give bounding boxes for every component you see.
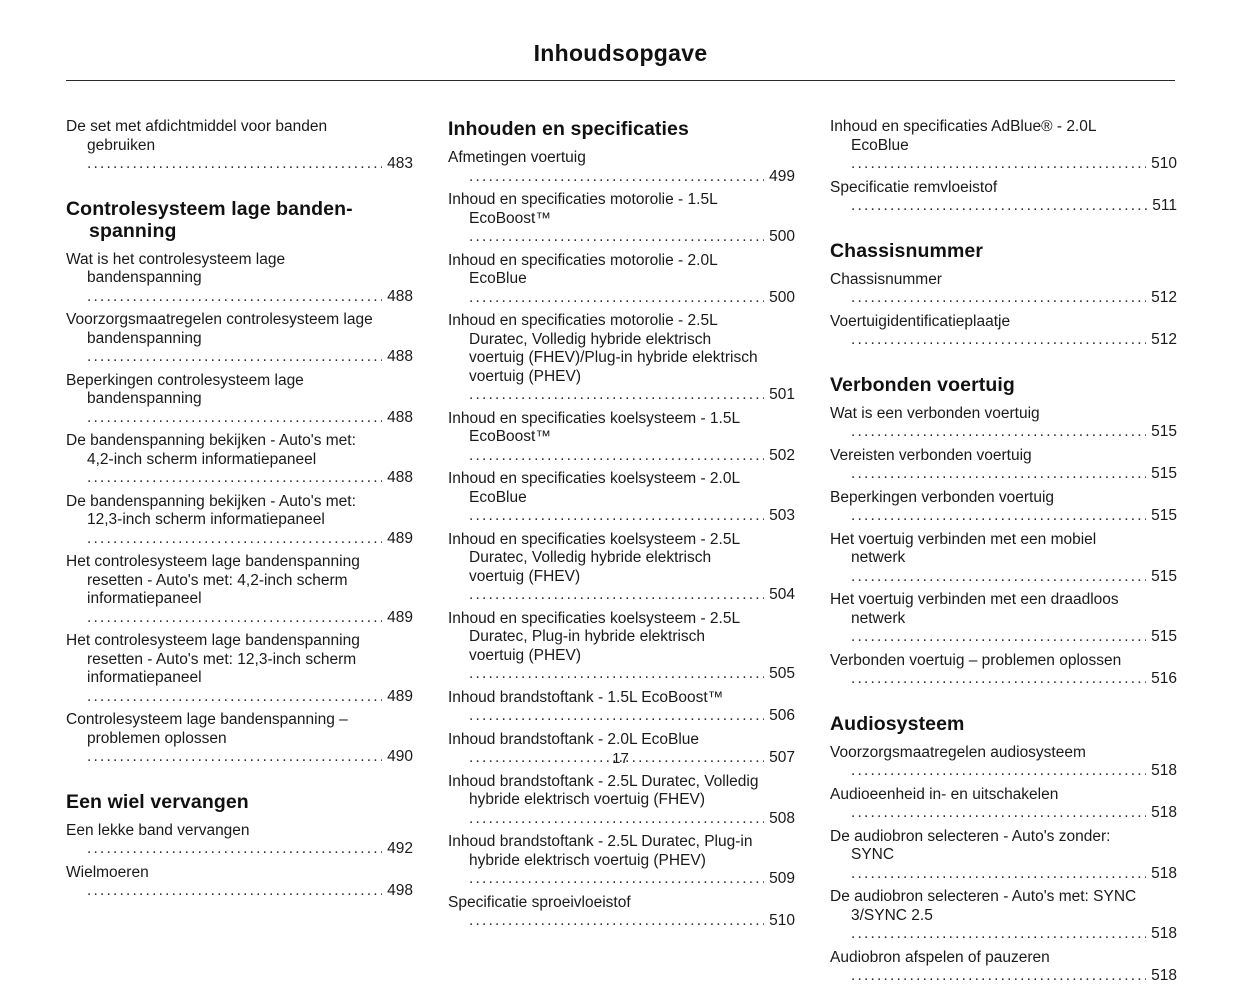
- toc-entry-title: Inhoud en specificaties koelsysteem - 2.0L EcoBlue: [448, 470, 740, 506]
- dot-leader: [469, 586, 795, 603]
- toc-entry: [830, 949, 1177, 986]
- dot-leader: [851, 925, 1177, 942]
- toc-entry-page: 515: [1146, 507, 1177, 526]
- toc-entry-page: 506: [764, 707, 795, 726]
- toc-entry-title: Inhoud brandstoftank - 2.5L Duratec, Plug-in hybride elektrisch voertuig (PHEV): [448, 833, 753, 869]
- toc-entry-page: 512: [1146, 331, 1177, 350]
- dot-leader: [851, 155, 1177, 172]
- toc-entry: [830, 786, 1177, 823]
- toc-entry-page: 515: [1146, 465, 1177, 484]
- toc-entry-title: Inhoud en specificaties motorolie - 2.0L EcoBlue: [448, 251, 718, 287]
- toc-entry-title: Wat is een verbonden voertuig: [830, 404, 1040, 422]
- toc-entry: [830, 179, 1177, 216]
- toc-entry-page: 500: [764, 289, 795, 308]
- toc-entry-page: 515: [1146, 628, 1177, 647]
- toc-entry: [66, 118, 413, 174]
- toc-entry-page: 518: [1146, 967, 1177, 986]
- toc-section: [830, 240, 1177, 350]
- toc-entry: [448, 894, 795, 931]
- toc-section: [830, 118, 1177, 216]
- toc-entry-title: De audiobron selecteren - Auto's met: SYNC 3/SYNC 2.5: [830, 888, 1137, 924]
- dot-leader: [469, 870, 795, 887]
- toc-entry-page: 488: [382, 469, 413, 488]
- toc-column-left: [66, 118, 413, 906]
- dot-leader: [87, 530, 413, 547]
- toc-entry-title: Afmetingen voertuig: [448, 149, 586, 166]
- dot-leader: [469, 912, 795, 929]
- toc-entry-title: Specificatie sproeivloeistof: [448, 893, 631, 911]
- toc-entry-title: Voertuigidentificatieplaatje: [830, 312, 1011, 330]
- toc-column-right: [830, 118, 1177, 991]
- section-heading: Inhouden en specificaties: [448, 118, 689, 140]
- toc-entry-title: De bandenspanning bekijken - Auto's met: 4,2-inch scherm informatiepaneel: [66, 432, 356, 468]
- toc-entry-title: Inhoud brandstoftank - 1.5L EcoBoost™: [448, 688, 724, 706]
- toc-entry-page: 510: [1146, 155, 1177, 174]
- toc-entry-title: Beperkingen controlesysteem lage bandenspanning: [66, 371, 304, 407]
- toc-entry-page: 488: [382, 288, 413, 307]
- dot-leader: [851, 568, 1177, 585]
- toc-entry-page: 504: [764, 586, 795, 605]
- toc-section: [66, 791, 413, 901]
- dot-leader: [469, 707, 795, 724]
- dot-leader: [469, 447, 795, 464]
- dot-leader: [87, 469, 413, 486]
- toc-entry-page: 501: [764, 386, 795, 405]
- toc-entry-title: Inhoud en specificaties koelsysteem - 2.5L Duratec, Volledig hybride elektrisch voertuig (FHEV): [448, 530, 740, 585]
- toc-entry-title: Wielmoeren: [66, 863, 149, 881]
- toc-entry-page: 499: [764, 168, 795, 187]
- toc-entry-title: Beperkingen verbonden voertuig: [830, 488, 1055, 506]
- dot-leader: [851, 331, 1177, 348]
- toc-entry-page: 490: [382, 748, 413, 767]
- dot-leader: [851, 804, 1177, 821]
- toc-entry-title: Het voertuig verbinden met een draadloos netwerk: [830, 591, 1119, 627]
- toc-entry-page: 488: [382, 409, 413, 428]
- section-heading: Chassisnummer: [830, 239, 984, 262]
- page-footer: [0, 750, 1241, 767]
- dot-leader: [469, 810, 795, 827]
- toc-entry-page: 508: [764, 810, 795, 829]
- toc-entry: [830, 405, 1177, 442]
- toc-entry: [448, 149, 795, 186]
- toc-entry-title: Voorzorgsmaatregelen controlesysteem lage bandenspanning: [66, 311, 373, 347]
- dot-leader: [851, 465, 1177, 482]
- toc-entry-page: 518: [1146, 925, 1177, 944]
- page-number: 17: [612, 750, 629, 767]
- dot-leader: [87, 155, 413, 172]
- toc-entry: [66, 864, 413, 901]
- dot-leader: [851, 507, 1177, 524]
- section-heading: Audiosysteem: [830, 712, 965, 735]
- toc-entry: [448, 531, 795, 605]
- toc-entry: [66, 553, 413, 627]
- toc-entry: [830, 531, 1177, 587]
- dot-leader: [851, 628, 1177, 645]
- toc-entry-page: 488: [382, 348, 413, 367]
- toc-entry: [66, 822, 413, 859]
- toc-entry-page: 509: [764, 870, 795, 889]
- dot-leader: [851, 289, 1177, 306]
- toc-entry-page: 498: [382, 882, 413, 901]
- toc-entry: [448, 610, 795, 684]
- toc-entry-title: Inhoud en specificaties motorolie - 1.5L EcoBoost™: [448, 191, 718, 227]
- toc-entry: [448, 833, 795, 889]
- dot-leader: [851, 670, 1177, 687]
- toc-entry-page: 518: [1146, 865, 1177, 884]
- dot-leader: [87, 840, 413, 857]
- toc-entry-title: Inhoud en specificaties AdBlue® - 2.0L EcoBlue: [830, 118, 1096, 154]
- toc-entry-page: 510: [764, 912, 795, 931]
- toc-entry-title: Het controlesysteem lage bandenspanning resetten - Auto's met: 4,2-inch scherm informatiepaneel: [66, 553, 360, 607]
- toc-entry: [66, 372, 413, 428]
- toc-entry-title: Voorzorgsmaatregelen audiosysteem: [830, 743, 1086, 761]
- toc-entry-page: 507: [764, 749, 795, 768]
- toc-entry-page: 512: [1146, 289, 1177, 308]
- toc-entry-page: 489: [382, 530, 413, 549]
- toc-entry-title: Het controlesysteem lage bandenspanning resetten - Auto's met: 12,3-inch scherm informatiepaneel: [66, 632, 360, 686]
- toc-entry: [448, 470, 795, 526]
- toc-entry: [448, 689, 795, 726]
- toc-entry: [830, 271, 1177, 308]
- toc-entry: [448, 252, 795, 308]
- toc-entry-title: De set met afdichtmiddel voor banden gebruiken: [66, 118, 328, 154]
- section-heading: Een wiel vervangen: [66, 790, 249, 813]
- toc-section: [448, 118, 795, 931]
- toc-entry-title: Wat is het controlesysteem lage bandenspanning: [66, 250, 286, 286]
- dot-leader: [87, 688, 413, 705]
- dot-leader: [469, 665, 795, 682]
- toc-entry-page: 489: [382, 609, 413, 628]
- toc-entry-page: 516: [1146, 670, 1177, 689]
- toc-entry-page: 518: [1146, 762, 1177, 781]
- toc-entry: [448, 410, 795, 466]
- toc-entry: [830, 888, 1177, 944]
- toc-entry-title: Inhoud brandstoftank - 2.5L Duratec, Volledig hybride elektrisch voertuig (FHEV): [448, 772, 759, 808]
- toc-entry: [448, 191, 795, 247]
- toc-entry: [830, 591, 1177, 647]
- dot-leader: [469, 289, 795, 306]
- toc-entry-page: 500: [764, 228, 795, 247]
- page-title: Inhoudsopgave: [533, 40, 708, 66]
- dot-leader: [469, 386, 795, 403]
- toc-entry: [66, 311, 413, 367]
- toc-entry-page: 492: [382, 840, 413, 859]
- table-of-contents: [0, 81, 1241, 991]
- toc-entry-page: 483: [382, 155, 413, 174]
- dot-leader: [851, 865, 1177, 882]
- toc-entry-title: Audiobron afspelen of pauzeren: [830, 948, 1050, 966]
- toc-entry-title: Specificatie remvloeistof: [830, 178, 998, 196]
- dot-leader: [87, 288, 413, 305]
- dot-leader: [469, 168, 795, 185]
- toc-entry-page: 518: [1146, 804, 1177, 823]
- toc-entry: [830, 313, 1177, 350]
- toc-entry-title: Vereisten verbonden voertuig: [830, 446, 1032, 464]
- toc-entry: [66, 493, 413, 549]
- dot-leader: [87, 409, 413, 426]
- toc-entry: [830, 447, 1177, 484]
- dot-leader: [851, 197, 1177, 214]
- toc-entry-title: Een lekke band vervangen: [66, 821, 250, 839]
- toc-entry-title: Controlesysteem lage bandenspanning – problemen oplossen: [66, 711, 348, 747]
- toc-entry: [66, 251, 413, 307]
- toc-entry-page: 502: [764, 447, 795, 466]
- toc-entry-page: 489: [382, 688, 413, 707]
- toc-section: [830, 374, 1177, 689]
- toc-entry: [830, 489, 1177, 526]
- toc-entry-title: Inhoud en specificaties motorolie - 2.5L Duratec, Volledig hybride elektrisch voertuig (FHEV)/Plug-in hybride elektrisch voertuig (PHEV): [448, 312, 758, 385]
- toc-entry-title: Verbonden voertuig – problemen oplossen: [830, 651, 1122, 669]
- toc-entry-title: De bandenspanning bekijken - Auto's met: 12,3-inch scherm informatiepaneel: [66, 492, 356, 528]
- toc-entry-title: Inhoud en specificaties koelsysteem - 2.5L Duratec, Plug-in hybride elektrisch voertuig (PHEV): [448, 609, 740, 664]
- toc-entry: [830, 652, 1177, 689]
- toc-entry-title: Audioeenheid in- en uitschakelen: [830, 785, 1059, 803]
- section-heading: Verbonden voertuig: [830, 373, 1015, 396]
- toc-entry: [830, 118, 1177, 174]
- dot-leader: [469, 507, 795, 524]
- toc-entry: [66, 432, 413, 488]
- toc-entry-title: Chassisnummer: [830, 270, 942, 288]
- toc-entry: [830, 828, 1177, 884]
- toc-entry-page: 505: [764, 665, 795, 684]
- toc-entry-title: Het voertuig verbinden met een mobiel netwerk: [830, 530, 1097, 566]
- toc-entry: [448, 312, 795, 405]
- dot-leader: [469, 228, 795, 245]
- dot-leader: [851, 423, 1177, 440]
- toc-entry-page: 515: [1146, 423, 1177, 442]
- toc-entry: [66, 632, 413, 706]
- dot-leader: [87, 882, 413, 899]
- toc-section: [66, 118, 413, 174]
- toc-entry-page: 503: [764, 507, 795, 526]
- dot-leader: [87, 609, 413, 626]
- toc-column-middle: [448, 118, 795, 936]
- toc-entry: [448, 773, 795, 829]
- toc-entry-page: 511: [1147, 197, 1177, 216]
- toc-entry-page: 515: [1146, 568, 1177, 587]
- toc-entry-title: Inhoud brandstoftank - 2.0L EcoBlue: [448, 730, 700, 748]
- toc-section: [66, 198, 413, 767]
- toc-entry-title: Inhoud en specificaties koelsysteem - 1.5L EcoBoost™: [448, 409, 740, 445]
- toc-entry-title: De audiobron selecteren - Auto's zonder: SYNC: [830, 827, 1111, 863]
- dot-leader: [87, 348, 413, 365]
- dot-leader: [851, 967, 1177, 984]
- section-heading: Controlesysteem lage bandenspanning: [66, 197, 353, 242]
